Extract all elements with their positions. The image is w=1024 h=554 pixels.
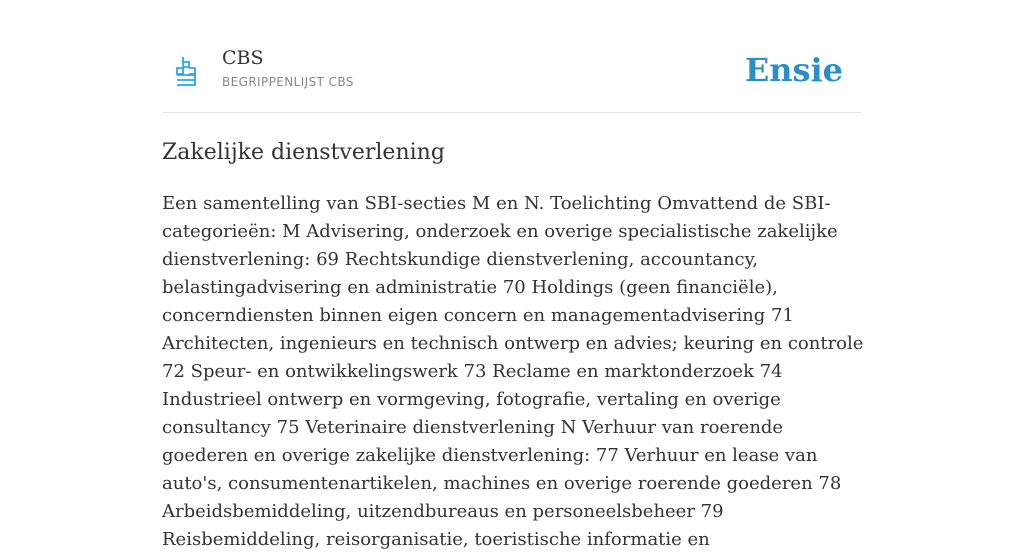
ensie-logo-link[interactable]: Ensie [744, 51, 843, 89]
page-header [162, 40, 862, 113]
cbs-logo-icon[interactable] [175, 56, 197, 86]
org-name[interactable]: CBS [222, 47, 264, 69]
term-definition: Een samentelling van SBI-secties M en N. Toelichting Omvattend de SBI-categorieën: M Advisering, onderzoek en overige specialistische zakelijke dienstverlening: 69 Rechtskundige dienstverlening, accountancy, belastingadvisering en administratie 70 Holdings (geen financiële), concerndiensten binnen eigen concern en managementadvisering 71 Architecten, ingenieurs en technisch ontwerp en advies; keuring en controle 72 Speur- en ontwikkelingswerk 73 Reclame en marktonderzoek 74 Industrieel ontwerp en vormgeving, fotografie, vertaling en overige consultancy 75 Veterinaire dienstverlening N Verhuur van roerende goederen en overige zakelijke dienstverlening: 77 Verhuur en lease van auto's, consumentenartikelen, machines en overige roerende goederen 78 Arbeidsbemiddeling, uitzendbureaus en personeelsbeheer 79 Reisbemiddeling, reisorganisatie, toeristische informatie en [162, 193, 864, 550]
term-title: Zakelijke dienstverlening [162, 140, 445, 165]
org-subtitle[interactable]: BEGRIPPENLIJST CBS [222, 75, 354, 89]
